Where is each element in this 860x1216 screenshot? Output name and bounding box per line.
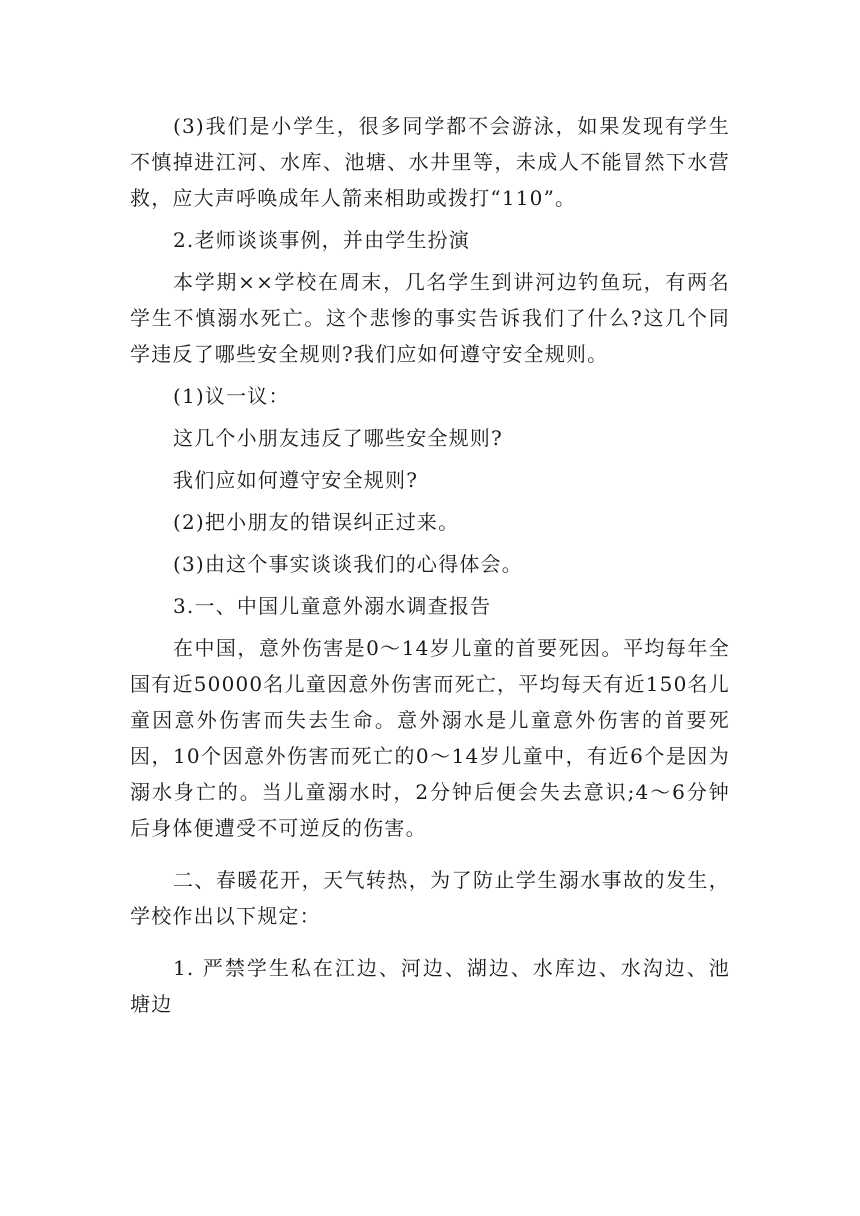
paragraph-school-regulations: 二、春暖花开，天气转热，为了防止学生溺水事故的发生，学校作出以下规定：	[130, 868, 730, 928]
paragraph-question-rules-violated: 这几个小朋友违反了哪些安全规则?	[173, 426, 503, 450]
paragraph-rescue-rule: (3)我们是小学生，很多同学都不会游泳，如果发现有学生不慎掉进江河、水库、池塘、水井里等，未成人不能冒然下水营救，应大声呼唤成年人箭来相助或拨打“110”。	[130, 114, 730, 210]
paragraph-drowning-case: 本学期××学校在周末，几名学生到讲河边钓鱼玩，有两名学生不慎溺水死亡。这个悲惨的事实告诉我们了什么?这几个同学违反了哪些安全规则?我们应如何遵守安全规则。	[130, 270, 730, 366]
paragraph-discuss: (1)议一议：	[173, 384, 290, 408]
paragraph-report-statistics: 在中国，意外伤害是0～14岁儿童的首要死因。平均每年全国有近50000名儿童因意外伤害而死亡，平均每天有近150名儿童因意外伤害而失去生命。意外溺水是儿童意外伤害的首要死因，10个因意外伤害而死亡的0～14岁儿童中，有近6个是因为溺水身亡的。当儿童溺水时，2分钟后便会失去意识;4～6分钟后身体便遭受不可逆反的伤害。	[130, 636, 730, 840]
paragraph-teacher-example-heading: 2.老师谈谈事例，并由学生扮演	[173, 228, 471, 252]
paragraph-share-experience: (3)由这个事实谈谈我们的心得体会。	[173, 552, 523, 576]
paragraph-regulation-1: 1. 严禁学生私在江边、河边、湖边、水库边、水沟边、池塘边	[130, 956, 730, 1016]
paragraph-correct-mistakes: (2)把小朋友的错误纠正过来。	[173, 510, 460, 534]
paragraph-report-heading: 3.一、中国儿童意外溺水调查报告	[173, 594, 492, 618]
document-body	[130, 108, 730, 1022]
paragraph-question-follow-rules: 我们应如何遵守安全规则?	[173, 468, 419, 492]
